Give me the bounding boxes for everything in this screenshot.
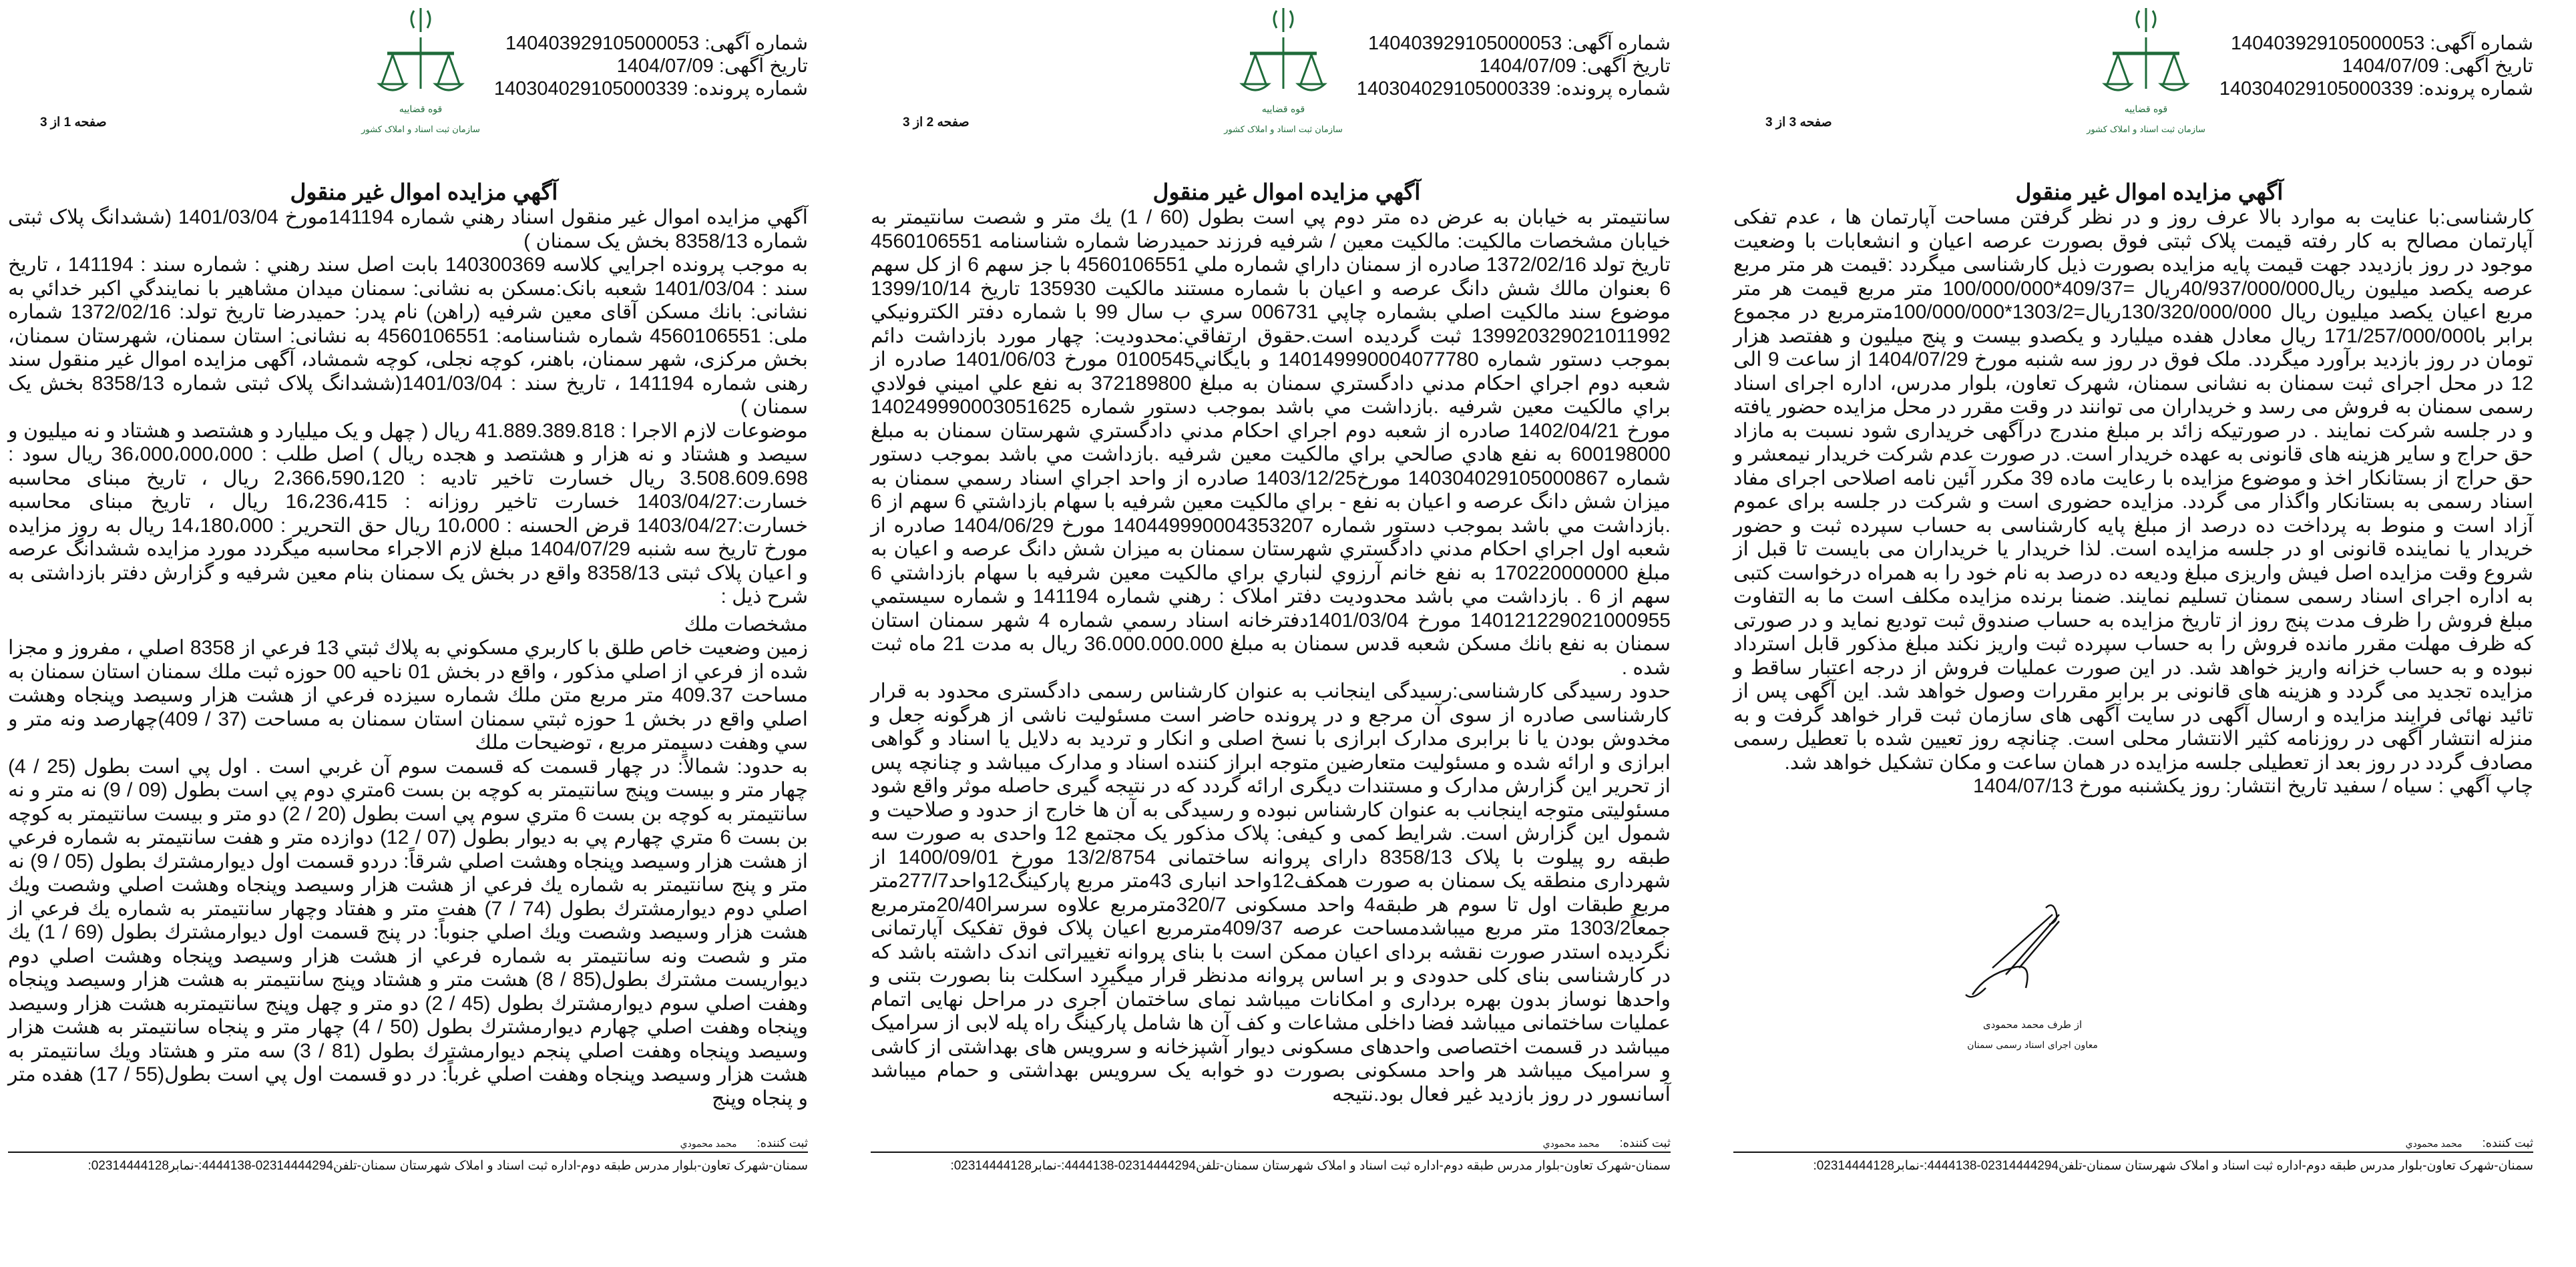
svg-text:قوه قضاییه: قوه قضاییه <box>399 104 443 115</box>
registrar-name: محمد محمودي <box>680 1138 737 1149</box>
notice-date-label: تاریخ آگهی: <box>1581 55 1671 77</box>
paragraph: زمين وضعيت خاص طلق با كاربري مسكوني به پلاك ثبتي 13 فرعي از 8358 اصلي ، مفروز و مجزا شده از فرعي از اصلي مذكور ، واقع در بخش 01 ناحيه 00 حوزه ثبت ملك سمنان استان سمنان به مساحت 409.37 متر مربع متن ملك شماره سيزده فرعي از هشت هزار وسيصد وپنجاه وهشت اصلي واقع در بخش 1 حوزه ثبتي سمنان استان سمنان به مساحت (37 / 409)چهارصد ونه متر و سي وهفت دسيمتر مربع ، توضيحات ملك <box>8 637 809 754</box>
svg-text:سازمان ثبت اسناد و املاک کشور: سازمان ثبت اسناد و املاک کشور <box>2087 125 2205 135</box>
paragraph: حدود رسيدگی کارشناسی:رسيدگی اينجانب به عنوان کارشناس رسمی دادگستری محدود به قرار کارشناسی صادره از سوی آن مرجع و در پرونده حاضر است مسئوليت ناشی از هرگونه جعل و مخدوش بودن يا نا برابری مدارک ابرازی با نسخ اصلی و انکار و ترديد به دلايل يا اسناد و گواهی ابرازی و ارائه شده و مسئوليت متعارضين متوجه ابراز کننده اسناد و مدارک ميباشد و چنانچه پس از تحرير اين گزارش مدارک و مستندات ديگری ارائه گردد که در نتيجه گيری حاصله موثر واقع شود مسئوليتی متوجه اينجانب به عنوان کارشناس نبوده و رسيدگی به آن ها خارج از حدود و صلاحيت و شمول اين گزارش است. شرايط کمی و کيفی: پلاک مذکور يک مجتمع 12 واحدی به صورت سه طبقه رو پيلوت با پلاک 8358/13 دارای پروانه ساختمانی 13/2/8754 مورخ 1400/09/01 از شهرداری منطقه يک سمنان به صورت همکف12واحد انباری 43متر مربع پارکينگ12واحد277/7متر مربع طبقات اول تا سوم هر طبقه4 واحد مسکونی 320/7مترمربع علاوه سرسرا20/40مترمربع جمعاً1303/2 متر مربع ميباشدمساحت عرصه 409/37مترمربع اعيان پلاک فوق تفکيک آپارتمانی نگرديده استدر صورت نقشه بردای اعيان ممکن است با بنای پروانه تغييراتی اندک داشته باشد که در کارشناسی بنای کلی حدودی و بر اساس پروانه مدنظر قرار ميگيرد اسکلت بنا بصورت بتنی و واحدها نوساز بدون بهره برداری و امکانات ميباشد نمای ساختمان آجری در مراحل نهايی اتمام عمليات ساختمانی ميباشد فضا داخلی مشاعات و کف آن ها شامل پارکينگ راه پله لابی از سراميک ميباشد در قسمت اختصاصی واحدهای مسکونی ديوار آشپزخانه و سرويس های بهداشتی از کاشی و سراميک ميباشد هر واحد مسکونی بصورت دو خوابه يک سرويس بهداشتی و حمام ميباشد آسانسور در روز بازديد غير فعال بود.نتيجه <box>871 680 1671 1105</box>
footer-divider <box>8 1152 808 1153</box>
page-number: صفحه 3 از 3 <box>1765 115 1832 130</box>
page-number: صفحه 1 از 3 <box>40 115 107 130</box>
notice-date: 1404/07/09 <box>2342 55 2439 77</box>
footer-address: سمنان-شهرک تعاون-بلوار مدرس طبقه دوم-اداره ثبت اسناد و املاک شهرستان سمنان-تلفن02314444294-4444138:-نمابر02314444128: <box>87 1159 808 1173</box>
footer-divider <box>1733 1152 2533 1153</box>
notice-title: آگهي مزايده اموال غير منقول <box>2015 180 2284 204</box>
svg-text:سازمان ثبت اسناد و املاک کشور: سازمان ثبت اسناد و املاک کشور <box>361 125 480 135</box>
judiciary-emblem-icon <box>361 5 481 152</box>
svg-text:سازمان ثبت اسناد و املاک کشور: سازمان ثبت اسناد و املاک کشور <box>1224 125 1343 135</box>
print-info: چاپ آگهي : سياه / سفيد تاريخ انتشار: روز يکشنبه مورخ 1404/07/13 <box>1973 775 2533 797</box>
case-number-label: شماره پرونده: <box>693 78 808 99</box>
notice-number-label: شماره آگهی: <box>704 33 808 54</box>
notice-date: 1404/07/09 <box>1479 55 1576 77</box>
judiciary-emblem-icon <box>1223 5 1343 152</box>
case-number: 140304029105000339 <box>2219 78 2414 99</box>
notice-page-1 <box>0 0 848 1202</box>
notice-number-label: شماره آگهی: <box>2430 33 2533 54</box>
signature-icon <box>1946 888 2106 1061</box>
notice-title: آگهي مزايده اموال غير منقول <box>290 180 558 204</box>
notice-meta <box>1357 32 1671 100</box>
footer-address: سمنان-شهرک تعاون-بلوار مدرس طبقه دوم-اداره ثبت اسناد و املاک شهرستان سمنان-تلفن02314444294-4444138:-نمابر02314444128: <box>950 1159 1671 1173</box>
notice-number-label: شماره آگهی: <box>1567 33 1671 54</box>
paragraph: به موجب پرونده اجرايي كلاسه 140300369 بابت اصل سند رهني : شماره سند : 141194 ، تاريخ سند : 1401/03/04 شعبه بانک:مسکن به نشانی: سمنان ميدان مشاهير با نمايندگي اکبر خدائي به نشانی: بانك مسكن آقای معین شرفيه (راهن) نام پدر: حميدرضا تاريخ تولد: 1372/02/16 شماره ملی: 4560106551 شماره شناسنامه: 4560106551 به نشانی: استان سمنان، شهرستان سمنان، بخش مرکزی، شهر سمنان، باهنر، کوچه نجلی، کوچه شمشاد، آگهی مزايده اموال غير منقول سند رهنی شماره 141194 ، تاريخ سند : 1401/03/04(ششدانگ پلاک ثبتی شماره 8358/13 بخش يک سمنان ) <box>8 254 808 418</box>
registrar-label: ثبت کننده: <box>1619 1136 1671 1150</box>
footer-address: سمنان-شهرک تعاون-بلوار مدرس طبقه دوم-اداره ثبت اسناد و املاک شهرستان سمنان-تلفن02314444294-4444138:-نمابر02314444128: <box>1813 1159 2533 1173</box>
notice-body <box>1733 206 2533 798</box>
case-number-label: شماره پرونده: <box>1556 78 1671 99</box>
footer-divider <box>871 1152 1671 1153</box>
svg-text:معاون اجرای اسناد رسمی سمنان: معاون اجرای اسناد رسمی سمنان <box>1967 1040 2098 1051</box>
notice-date-label: تاریخ آگهی: <box>718 55 808 77</box>
notice-page-2 <box>863 0 1711 1202</box>
notice-meta <box>494 32 808 100</box>
registrar-name: محمد محمودي <box>2405 1138 2462 1149</box>
paragraph: کارشناسی:با عنايت به موارد بالا عرف روز و در نظر گرفتن مساحت آپارتمان ها ، عدم تفکی آپارتمان مصالح به کار رفته قيمت پلاک ثبتی فوق بصورت عرصه اعيان و انشعابات با وضعيت موجود در روز بازديدد جهت قيمت پايه مزايده بصورت ذيل کارشناسی ميگردد :قيمت هر متر مربع عرصه يکصد ميليون ريال40/937/000/000ريال =409/37*100/000/000 متر مربع قيمت هر متر مربع اعيان يکصد ميليون ريال 130/320/000/000ريال=1303/2*100/000/000مترمربع در مجموع برابر با171/257/000/000 ريال معادل هفده ميليارد و يکصدو بيست و پنج ميليون و هفتصد هزار تومان در روز بازديد برآورد ميگردد. ملک فوق در روز سه شنبه مورخ 1404/07/29 از ساعت 9 الی 12 در محل اجرای ثبت سمنان به نشانی سمنان، شهرک تعاون، بلوار مدرس، اداره اجرای اسناد رسمی سمنان به فروش می رسد و خريداران می توانند در وقت مقرر در محل مزايده حضور يافته و در جلسه شرکت نمايند . در صورتيکه زائد بر مبلغ مندرج درآگهی خريداری شود نسبت به مازاد حق حراج و ساير هزينه های قانونی به عهده خريدار است. در صورت عدم شرکت خريدار نيمعشر و حق حراج از بستانکار اخذ و موضوع مزايده با رعايت ماده 39 مکرر آئين نامه اصلاحی اجرای مفاد اسناد رسمی به بستانکار واگذار می گردد. مزايده حضوری است و شرکت در جلسه برای عموم آزاد است و منوط به پرداخت ده درصد از مبلغ پايه کارشناسی به حساب سپرده ثبت و حضور خريدار يا نماينده قانونی او در جلسه مزايده است. لذا خريدار يا خريداران می بايست تا قبل از شروع وقت مزايده اصل فيش واريزی مبلغ وديعه ده درصد به نام خود را به همراه درخواست کتبی به اداره اجرای اسناد رسمی سمنان تسليم نمايند. ضمنا برنده مزايده مکلف است ما به التفاوت مبلغ فروش را ظرف مدت پنج روز از تاريخ مزايده به حساب صندوق ثبت توديع نمايد و در صورتی که ظرف مهلت مقرر مانده فروش را به حساب سپرده ثبت واريز نکند مبلغ مذکور قابل استرداد نبوده و به حساب خزانه واريز خواهد شد. در اين صورت عمليات فروش از درجه اعتبار ساقط و مزايده تجديد می گردد و هزينه های قانونی بر برابر مقررات وصول خواهد شد. اين آگهی پس از تائيد نهائی فرايند مزايده و ارسال آگهی در سايت آگهی های سازمان ثبت قرار خواهد گرفت و به منزله انتشار آگهی در روزنامه کثير الانتشار محلی است. چنانچه روز تعيين شده با تعطيل رسمی مصادف گردد در روز بعد از تعطيلی جلسه مزايده در همان ساعت و مکان تشکيل خواهد شد. <box>1733 206 2534 774</box>
paragraph: موضوعات لازم الاجرا : 41.889.389.818 ريال ( چهل و يک ميليارد و هشتصد و هشتاد و نه ميليون و سيصد و هشتاد و نه هزار و هشتصد و هجده ريال ) اصل طلب : 36،000،000،000 ريال سود : 3.508.609.698 ريال خسارت تاخير تاديه : 2،366،590،120 ريال ، تاريخ مبنای محاسبه خسارت:1403/04/27 خسارت تاخير روزانه : 16،236،415 ريال ، تاريخ مبنای محاسبه خسارت:1403/04/27 قرض الحسنه : 10،000 ريال حق التحرير : 14،180،000 ريال به روز مزايده مورخ تاريخ سه شنبه 1404/07/29 مبلغ لازم الاجراء محاسبه ميگردد مورد مزايده ششدانگ عرصه و اعيان پلاک ثبتی 8358/13 واقع در بخش يک سمنان بنام معين شرفيه و گزارش دفتر بازداشتی به شرح ذيل : <box>8 419 809 607</box>
registrar-label: ثبت کننده: <box>757 1136 808 1150</box>
notice-meta <box>2219 32 2533 100</box>
svg-text:قوه قضاییه: قوه قضاییه <box>2124 104 2168 115</box>
notice-title: آگهي مزايده اموال غير منقول <box>1152 180 1421 204</box>
case-number: 140304029105000339 <box>493 78 688 99</box>
paragraph: سانتيمتر به خيابان به عرض ده متر دوم پي است بطول (60 / 1) يك متر و شصت سانتيمتر به خيابان مشخصات مالكيت: مالكيت معين / شرفيه فرزند حميدرضا شماره شناسنامه 4560106551 تاريخ تولد 1372/02/16 صادره از سمنان داراي شماره ملي 4560106551 با جز سهم 6 از كل سهم 6 بعنوان مالك شش دانگ عرصه و اعيان با شماره مستند مالكيت 135930 تاريخ 1399/10/14 موضوع سند مالكيت اصلي بشماره چاپي 006731 سري ب سال 99 با شماره دفتر الكترونيكي 139920329021011992 ثبت گرديده است.حقوق ارتفاقي:محدوديت: چهار مورد بازداشت دائم بموجب دستور شماره 140149990004077780 و بايگاني0100545 مورخ 1401/06/03 صادره از شعبه دوم اجراي احكام مدني دادگستري سمنان به مبلغ 372189800 به نفع علي اميني فولادي براي مالكيت معين شرفيه .بازداشت مي باشد بموجب دستور شماره 140249990003051625 مورخ 1402/04/21 صادره از شعبه دوم اجراي احكام مدني دادگستري شهرستان سمنان به مبلغ 600198000 به نفع هادي صالحي براي مالكيت معين شرفيه .بازداشت مي باشد بموجب دستور شماره 140304029105000867 مورخ1403/12/25 صادره از واحد اجراي اسناد رسمي سمنان به ميزان شش دانگ عرصه و اعيان به نفع - براي مالكيت معين شرفيه با سهام بازداشتي 6 سهم از 6 .بازداشت مي باشد بموجب دستور شماره 140449990004353207 مورخ 1404/06/29 صادره از شعبه اول اجراي احكام مدني دادگستري شهرستان سمنان به ميزان شش دانگ عرصه و اعيان به مبلغ 170220000000 به نفع خانم آرزوي لنباري براي مالكيت معين شرفيه با سهام بازداشتي 6 سهم از 6 . بازداشت مي باشد محدوديت دفتر املاک : رهني شماره 141194 و شماره سيستمي 140121229021000955 مورخ 1401/03/04دفترخانه اسناد رسمي شماره 4 شهر سمنان استان سمنان به نفع بانك مسكن شعبه قدس سمنان به مبلغ 36.000.000.000 ريال به مدت 21 ماه ثبت شده . <box>871 206 1671 679</box>
notice-page-3 <box>1725 0 2573 1202</box>
case-number-label: شماره پرونده: <box>2418 78 2533 99</box>
notice-number: 140403929105000053 <box>505 33 700 54</box>
registrar <box>680 1136 808 1150</box>
registrar <box>1543 1136 1671 1150</box>
notice-date: 1404/07/09 <box>616 55 714 77</box>
section-heading: مشخصات ملك <box>684 613 808 636</box>
paragraph: آگهي مزايده اموال غير منقول اسناد رهني شماره 141194مورخ 1401/03/04 (ششدانگ پلاک ثبتی شماره 8358/13 بخش يک سمنان ) <box>8 206 808 252</box>
judiciary-emblem-icon <box>2086 5 2206 152</box>
registrar-label: ثبت کننده: <box>2482 1136 2533 1150</box>
notice-date-label: تاریخ آگهی: <box>2444 55 2533 77</box>
svg-text:از طرف محمد محمودی: از طرف محمد محمودی <box>1982 1019 2083 1031</box>
registrar <box>2406 1136 2533 1150</box>
case-number: 140304029105000339 <box>1356 78 1551 99</box>
notice-body <box>871 206 1671 1106</box>
notice-number: 140403929105000053 <box>2231 33 2425 54</box>
notice-body <box>8 206 808 1110</box>
svg-text:قوه قضاییه: قوه قضاییه <box>1261 104 1305 115</box>
paragraph: به حدود: شمالاً: در چهار قسمت كه قسمت سوم آن غربي است . اول پي است بطول (25 / 4) چهار متر و بيست وپنج سانتيمتر به كوچه بن بست 6متري دوم پي است بطول (09 / 9) نه متر و نه سانتيمتر به كوچه بن بست 6 متري سوم پي است بطول (20 / 2) دو متر و بيست سانتيمتر به كوچه بن بست 6 متري چهارم پي به ديوار بطول (07 / 12) دوازده متر و هفت سانتيمتر به شماره فرعي از هشت هزار وسيصد وپنجاه وهشت اصلي شرقاً: دردو قسمت اول ديوارمشترك بطول (05 / 9) نه متر و پنج سانتيمتر به شماره يك فرعي از هشت هزار وسيصد وپنجاه وهشت اصلي وشصت ويك اصلي دوم ديوارمشترك بطول (74 / 7) هفت متر و هفتاد وچهار سانتيمتر به شماره يك فرعي از هشت هزار وسيصد وشصت ويك اصلي جنوباً: در پنج قسمت اول ديوارمشترك بطول (69 / 1) يك متر و شصت ونه سانتيمتر به شماره فرعي از هشت هزار وسيصد وپنجاه وهشت اصلي دوم ديواريست مشترك بطول(85 / 8) هشت متر و هشتاد وپنج سانتيمتر به هشت هزار وسيصد وپنجاه وهفت اصلي سوم ديوارمشترك بطول (45 / 2) دو متر و چهل وپنج سانتيمتربه هشت هزار وسيصد وپنجاه وهفت اصلي چهارم ديوارمشترك بطول (50 / 4) چهار متر و پنجاه سانتيمتر به هشت هزار وسيصد وپنجاه وهفت اصلي پنجم ديوارمشترك بطول (81 / 3) سه متر و هشتاد ويك سانتيمتر به هشت هزار وسيصد وپنجاه وهفت اصلي غرباً: در دو قسمت اول پي است بطول(55 / 17) هفده متر و پنجاه وپنج <box>8 755 809 1109</box>
notice-number: 140403929105000053 <box>1368 33 1562 54</box>
registrar-name: محمد محمودي <box>1542 1138 1600 1149</box>
page-number: صفحه 2 از 3 <box>903 115 970 130</box>
